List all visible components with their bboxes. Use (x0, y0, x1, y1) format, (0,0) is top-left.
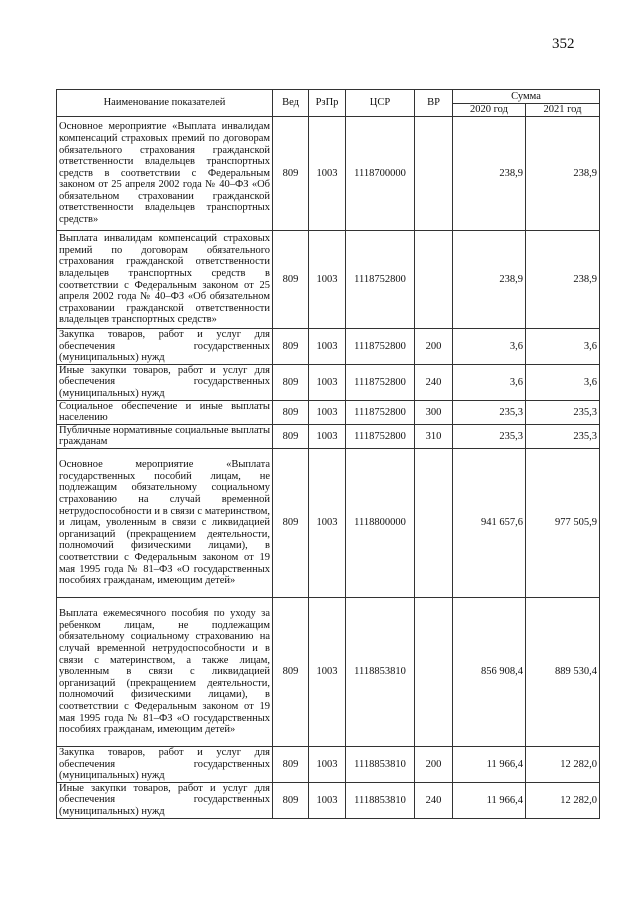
table-row (57, 424, 600, 448)
table-row (57, 329, 600, 365)
row-rzpr: 1003 (309, 448, 346, 597)
row-vr: 200 (415, 746, 453, 782)
table-row (57, 782, 600, 818)
row-vr: 200 (415, 329, 453, 365)
row-csr: 1118853810 (346, 746, 415, 782)
row-ved: 809 (273, 231, 309, 329)
row-sum-2021: 238,9 (526, 117, 600, 231)
header-year-2020: 2020 год (453, 104, 526, 117)
row-ved: 809 (273, 597, 309, 746)
row-sum-2020: 856 908,4 (453, 597, 526, 746)
row-vr (415, 448, 453, 597)
row-vr: 300 (415, 400, 453, 424)
row-csr: 1118752800 (346, 424, 415, 448)
row-vr: 240 (415, 782, 453, 818)
page-number: 352 (552, 36, 575, 52)
row-sum-2020: 11 966,4 (453, 746, 526, 782)
row-vr: 310 (415, 424, 453, 448)
table-row (57, 117, 600, 231)
budget-table (56, 89, 600, 819)
row-sum-2021: 977 505,9 (526, 448, 600, 597)
row-sum-2021: 235,3 (526, 400, 600, 424)
row-name: Социальное обеспечение и иные выплаты населению (57, 400, 273, 424)
row-csr: 1118800000 (346, 448, 415, 597)
header-year-2021: 2021 год (526, 104, 600, 117)
row-ved: 809 (273, 448, 309, 597)
row-ved: 809 (273, 329, 309, 365)
row-ved: 809 (273, 364, 309, 400)
row-csr: 1118752800 (346, 231, 415, 329)
row-ved: 809 (273, 746, 309, 782)
table-header-row (57, 90, 600, 104)
header-vr: ВР (415, 90, 453, 117)
row-name: Закупка товаров, работ и услуг для обеспечения государственных (муниципальных) нужд (57, 329, 273, 365)
row-csr: 1118752800 (346, 400, 415, 424)
row-vr (415, 231, 453, 329)
header-ved: Вед (273, 90, 309, 117)
row-sum-2020: 238,9 (453, 231, 526, 329)
header-name: Наименование показателей (57, 90, 273, 117)
row-ved: 809 (273, 424, 309, 448)
row-name: Выплата инвалидам компенсаций страховых премий по договорам обязательного страхования гражданской ответственности владельцев транспортных средств в соответствии с Федеральным законом от 25 апреля 2002 года № 40–ФЗ «Об обязательном страховании гражданской ответственности владельцев транспортных средств» (57, 231, 273, 329)
row-sum-2021: 889 530,4 (526, 597, 600, 746)
row-vr (415, 117, 453, 231)
row-rzpr: 1003 (309, 117, 346, 231)
row-name: Основное мероприятие «Выплата государственных пособий лицам, не подлежащим обязательному социальному страхованию на случай временной нетрудоспособности и в связи с материнством, и лицам, уволенным в связи с ликвидацией организаций (прекращением деятельности, полномочий физическими лицами), в соответствии с Федеральным законом от 19 мая 1995 года № 81–ФЗ «О государственных пособиях гражданам, имеющим детей» (57, 448, 273, 597)
row-rzpr: 1003 (309, 782, 346, 818)
row-vr: 240 (415, 364, 453, 400)
table-body (57, 117, 600, 819)
row-rzpr: 1003 (309, 329, 346, 365)
row-sum-2020: 3,6 (453, 364, 526, 400)
row-sum-2021: 238,9 (526, 231, 600, 329)
table-row (57, 231, 600, 329)
row-rzpr: 1003 (309, 231, 346, 329)
row-sum-2021: 3,6 (526, 329, 600, 365)
header-csr: ЦСР (346, 90, 415, 117)
row-ved: 809 (273, 782, 309, 818)
row-sum-2021: 235,3 (526, 424, 600, 448)
row-rzpr: 1003 (309, 597, 346, 746)
row-sum-2020: 238,9 (453, 117, 526, 231)
header-rzpr: РзПр (309, 90, 346, 117)
row-sum-2021: 12 282,0 (526, 782, 600, 818)
row-rzpr: 1003 (309, 746, 346, 782)
header-sum: Сумма (453, 90, 600, 104)
table-row (57, 364, 600, 400)
row-sum-2020: 3,6 (453, 329, 526, 365)
row-csr: 1118752800 (346, 364, 415, 400)
row-name: Публичные нормативные социальные выплаты гражданам (57, 424, 273, 448)
row-rzpr: 1003 (309, 400, 346, 424)
table-row (57, 597, 600, 746)
row-sum-2021: 12 282,0 (526, 746, 600, 782)
row-name: Закупка товаров, работ и услуг для обеспечения государственных (муниципальных) нужд (57, 746, 273, 782)
row-ved: 809 (273, 117, 309, 231)
row-csr: 1118853810 (346, 597, 415, 746)
row-vr (415, 597, 453, 746)
row-sum-2021: 3,6 (526, 364, 600, 400)
row-csr: 1118752800 (346, 329, 415, 365)
row-csr: 1118700000 (346, 117, 415, 231)
row-sum-2020: 235,3 (453, 400, 526, 424)
row-sum-2020: 11 966,4 (453, 782, 526, 818)
table-row (57, 448, 600, 597)
row-name: Основное мероприятие «Выплата инвалидам компенсаций страховых премий по договорам обязательного страхования гражданской ответственности владельцев транспортных средств в соответствии с Федеральным законом от 25 апреля 2002 года № 40–ФЗ «Об обязательном страховании гражданской ответственности владельцев транспортных средств» (57, 117, 273, 231)
row-sum-2020: 941 657,6 (453, 448, 526, 597)
row-name: Иные закупки товаров, работ и услуг для обеспечения государственных (муниципальных) нужд (57, 782, 273, 818)
row-name: Иные закупки товаров, работ и услуг для обеспечения государственных (муниципальных) нужд (57, 364, 273, 400)
table-row (57, 746, 600, 782)
row-rzpr: 1003 (309, 424, 346, 448)
row-name: Выплата ежемесячного пособия по уходу за ребенком лицам, не подлежащим обязательному социальному страхованию на случай временной нетрудоспособности и в связи с материнством, а также лицам, уволенным в связи с ликвидацией организаций (прекращением деятельности, полномочий физическими лицами), в соответствии с Федеральным законом от 19 мая 1995 года № 81–ФЗ «О государственных пособиях гражданам, имеющим детей» (57, 597, 273, 746)
table-row (57, 400, 600, 424)
row-csr: 1118853810 (346, 782, 415, 818)
row-sum-2020: 235,3 (453, 424, 526, 448)
row-rzpr: 1003 (309, 364, 346, 400)
row-ved: 809 (273, 400, 309, 424)
